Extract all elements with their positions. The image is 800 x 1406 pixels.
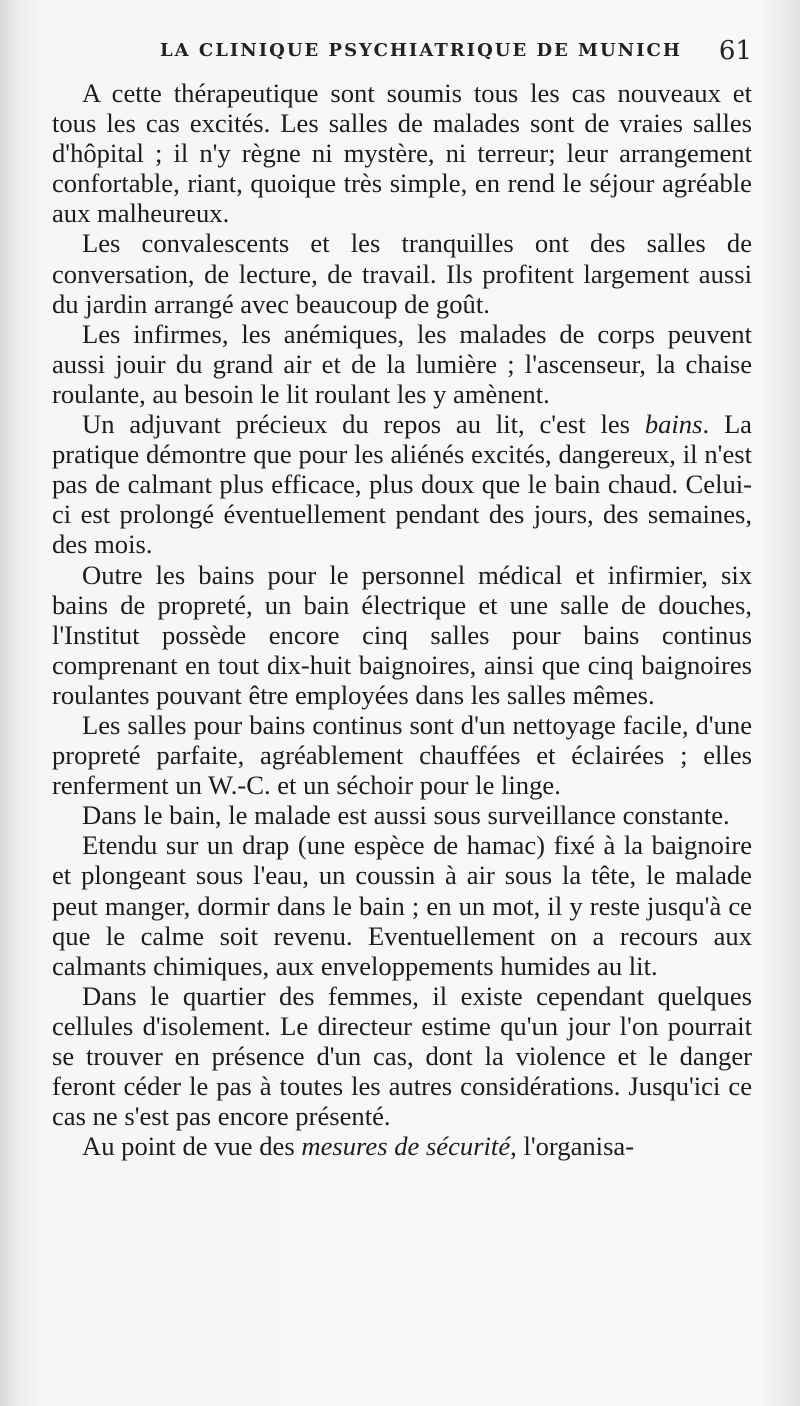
paragraph-mesures-securite [52, 1131, 752, 1161]
paragraph-convalescents: Les convalescents et les tranquilles ont des salles de conversation, de lecture, de travail. Ils profitent largement aussi du jardin arrangé avec beaucoup de goût. [52, 228, 752, 319]
paragraph-outre-les-bains: Outre les bains pour le personnel médical et infirmier, six bains de propreté, un bain électrique et une salle de douches, l'Institut possède encore cinq salles pour bains continus comprenant en tout dix-huit baignoires, ainsi que cinq baignoires roulantes pouvant être employées dans les salles mêmes. [52, 559, 752, 710]
paragraph-surveillance: Dans le bain, le malade est aussi sous surveillance constante. [82, 800, 730, 831]
page-number: 61 [718, 36, 752, 66]
paragraph-securite-rest: , l'organisa- [510, 1131, 635, 1162]
paragraph-salles-bains-continus: Les salles pour bains continus sont d'un nettoyage facile, d'une propreté parfaite, agréablement chauffées et éclairées ; elles renferment un W.-C. et un séchoir pour le linge. [52, 709, 752, 801]
paragraph-securite-lead: Au point de vue des [82, 1131, 302, 1162]
paragraph-bains-lead: Un adjuvant précieux du repos au lit, c'est les [82, 409, 645, 440]
paragraph-infirmes: Les infirmes, les anémiques, les malades de corps peuvent aussi jouir du grand air et de la lumière ; l'ascenseur, la chaise roulante, au besoin le lit roulant les y amènent. [52, 318, 752, 409]
paragraph-quartier-femmes: Dans le quartier des femmes, il existe cependant quelques cellules d'isolement. Le directeur estime qu'un jour l'on pourrait se trouver en présence d'un cas, dont la violence et le danger feront céder le pas à toutes les autres considérations. Jusqu'ici ce cas ne s'est pas encore présenté. [52, 980, 752, 1132]
running-title: LA CLINIQUE PSYCHIATRIQUE DE MUNICH [160, 40, 682, 61]
text-body [52, 78, 752, 1161]
paragraph-bains-rest: . La pratique démontre que pour les aliénés excités, dangereux, il n'est pas de calmant plus efficace, plus doux que le bain chaud. Celui-ci est prolongé éventuellement pendant des jours, des semaines, des mois. [52, 409, 752, 560]
emphasis-bains: bains [644, 409, 703, 440]
emphasis-mesures-de-securite: mesures de sécurité [301, 1131, 511, 1162]
running-head [52, 38, 752, 68]
paragraph-bains [52, 409, 752, 559]
paragraph-etendu: Etendu sur un drap (une espèce de hamac) fixé à la baignoire et plongeant sous l'eau, un coussin à air sous la tête, le malade peut manger, dormir dans le bain ; en un mot, il y reste jusqu'à ce que le calme soit revenu. Eventuellement on a recours aux calmants chimiques, aux enveloppements humides au lit. [52, 830, 752, 981]
paragraph-therapeutique: A cette thérapeutique sont soumis tous les cas nouveaux et tous les cas excités. Les salles de malades sont de vraies salles d'hôpital ; il n'y règne ni mystère, ni terreur; leur arrangement confortable, riant, quoique très simple, en rend le séjour agréable aux malheureux. [52, 78, 752, 229]
